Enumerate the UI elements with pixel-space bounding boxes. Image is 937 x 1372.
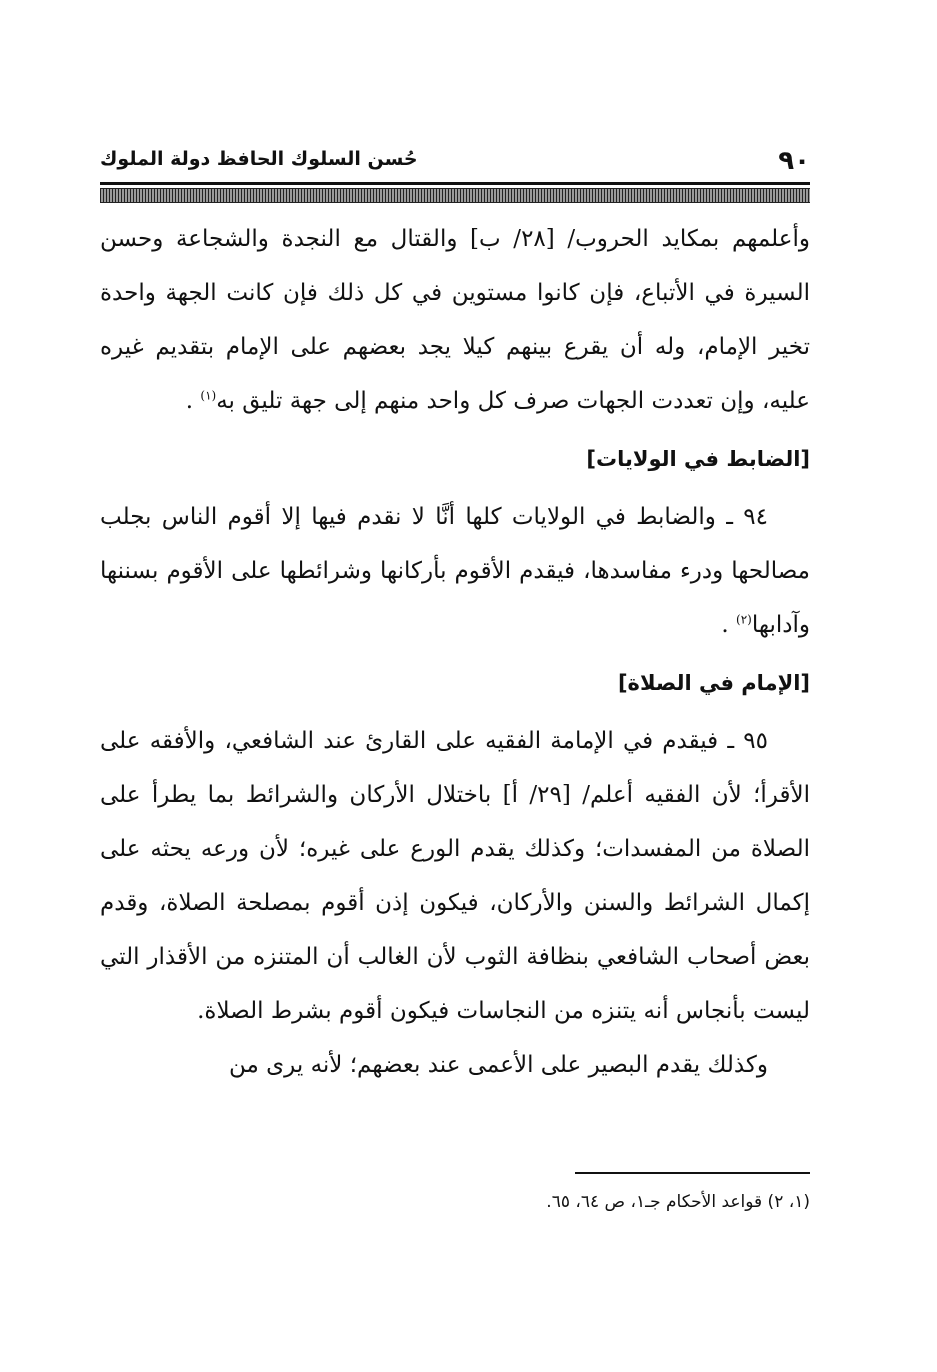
paragraph-1-text: وأعلمهم بمكايد الحروب/ [٢٨/ ب] والقتال مع النجدة والشجاعة وحسن السيرة في الأتباع، فإن كانوا مستوين في كل ذلك فإن كانت الجهة واحدة تخير الإمام، وله أن يقرع بينهم كيلا يجد بعضهم على الإمام بتقديم غيره عليه، وإن تعددت الجهات صرف كل واحد منهم إلى جهة تليق به [100, 226, 810, 414]
footnote-ref-2: (٢) [736, 612, 752, 627]
footnote-separator [575, 1172, 810, 1174]
header-rule [100, 182, 810, 185]
paragraph-1 [100, 212, 810, 428]
paragraph-1-end: . [185, 388, 201, 414]
page-header [100, 140, 810, 180]
section-heading-governance: [الضابط في الولايات] [586, 447, 810, 471]
paragraph-2-text: ٩٤ ـ والضابط في الولايات كلها أنَّا لا نقدم فيها إلا أقوم الناس بجلب مصالحها ودرء مفاسدها، فيقدم الأقوم بأركانها وشرائطها على الأقوم بسننها وآدابها [100, 504, 810, 638]
running-title: حُسن السلوك الحافظ دولة الملوك [100, 148, 418, 170]
main-text [100, 212, 810, 1092]
header-ornamental-band [100, 188, 810, 203]
footnote-ref-1: (١) [200, 388, 217, 403]
paragraph-2 [100, 490, 810, 652]
paragraph-2-end: . [721, 612, 737, 638]
page-number: ٩٠ [778, 146, 810, 176]
paragraph-3: ٩٥ ـ فيقدم في الإمامة الفقيه على القارئ عند الشافعي، والأفقه على الأقرأ؛ لأن الفقيه أعلم/ [٢٩/ أ] باختلال الأركان والشرائط بما يطرأ على الصلاة من المفسدات؛ وكذلك يقدم الورع على غيره؛ لأن ورعه يحثه على إكمال الشرائط والسنن والأركان، فيكون إذن أقوم بمصلحة الصلاة، وقدم بعض أصحاب الشافعي بنظافة الثوب لأن الغالب أن المتنزه من الأقذار التي ليست بأنجاس أنه يتنزه من النجاسات فيكون أقوم بشرط الصلاة. [100, 728, 811, 1024]
paragraph-4: وكذلك يقدم البصير على الأعمى عند بعضهم؛ لأنه يرى من [229, 1052, 768, 1078]
section-heading-prayer-imam: [الإمام في الصلاة] [617, 671, 810, 695]
footnote: (١، ٢) قواعد الأحكام جـ١، ص ٦٤، ٦٥. [546, 1192, 810, 1212]
